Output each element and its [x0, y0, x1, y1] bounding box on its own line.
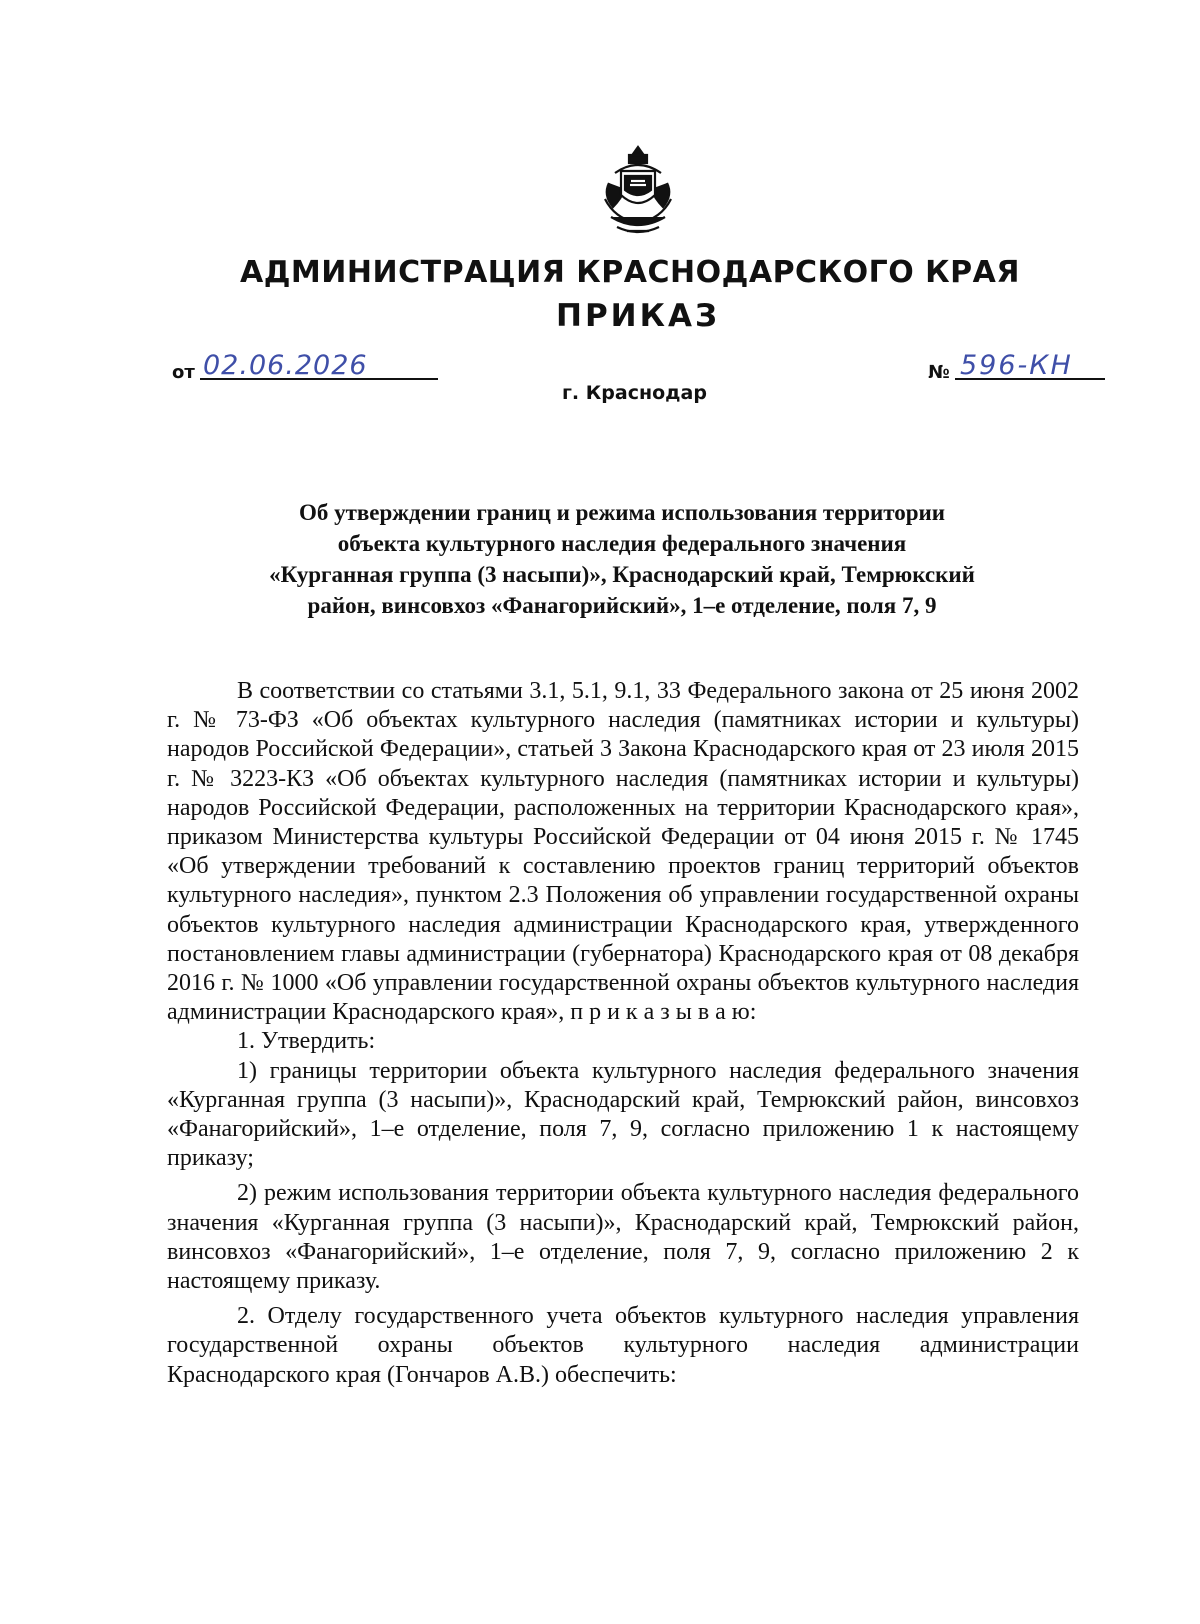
date-prefix: от [172, 362, 195, 383]
clause-1-2: 2) режим использования территории объекта культурного наследия федерального значения «Курганная группа (3 насыпи)», Краснодарский край, Темрюкский район, винсовхоз «Фанагорийский», 1–е отделение, поля 7, 9, согласно приложению 2 к настоящему приказу. [167, 1180, 1079, 1295]
number-prefix: № [928, 362, 950, 383]
handwritten-date: 02.06.2026 [203, 350, 368, 381]
clause-2: 2. Отделу государственного учета объектов культурного наследия управления государственной охраны объектов культурного наследия администрации Краснодарского края (Гончаров А.В.) обеспечить: [167, 1303, 1079, 1388]
document-body [167, 677, 1079, 1390]
heading-line: район, винсовхоз «Фанагорийский», 1–е отделение, поля 7, 9 [307, 593, 937, 618]
handwritten-number: 596-КН [960, 350, 1073, 381]
clause-1: 1. Утвердить: [237, 1028, 376, 1055]
preamble-paragraph: В соответствии со статьями 3.1, 5.1, 9.1, 33 Федерального закона от 25 июня 2002 г. № 73-ФЗ «Об объектах культурного наследия (памятниках истории и культуры) народов Российской Федерации», статьей 3 Закона Краснодарского края от 23 июля 2015 г. № 3223-КЗ «Об объектах культурного наследия (памятниках истории и культуры) народов Российской Федерации, расположенных на территории Краснодарского края», приказом Министерства культуры Российской Федерации от 04 июня 2015 г. № 1745 «Об утверждении требований к составлению проектов границ территорий объектов культурного наследия», пунктом 2.3 Положения об управлении государственной охраны объектов культурного наследия администрации Краснодарского края, утвержденного постановлением главы администрации (губернатора) Краснодарского края от 08 декабря 2016 г. № 1000 «Об управлении государственной охраны объектов культурного наследия администрации Краснодарского края», п р и к а з ы в а ю: [167, 678, 1079, 1026]
city-label: г. Краснодар [562, 382, 707, 404]
coat-of-arms-emblem [597, 143, 679, 237]
heading-line: «Курганная группа (3 насыпи)», Краснодарский край, Темрюкский [269, 562, 975, 587]
heading-line: Об утверждении границ и режима использования территории [298, 500, 946, 525]
document-type: ПРИКАЗ [556, 298, 720, 334]
document-heading [168, 497, 1076, 621]
organization-title: АДМИНИСТРАЦИЯ КРАСНОДАРСКОГО КРАЯ [240, 255, 1020, 290]
clause-1-1: 1) границы территории объекта культурного наследия федерального значения «Курганная группа (3 насыпи)», Краснодарский край, Темрюкский район, винсовхоз «Фанагорийский», 1–е отделение, поля 7, 9, согласно приложению 1 к настоящему приказу; [167, 1057, 1079, 1172]
heading-line: объекта культурного наследия федерального значения [337, 531, 907, 556]
